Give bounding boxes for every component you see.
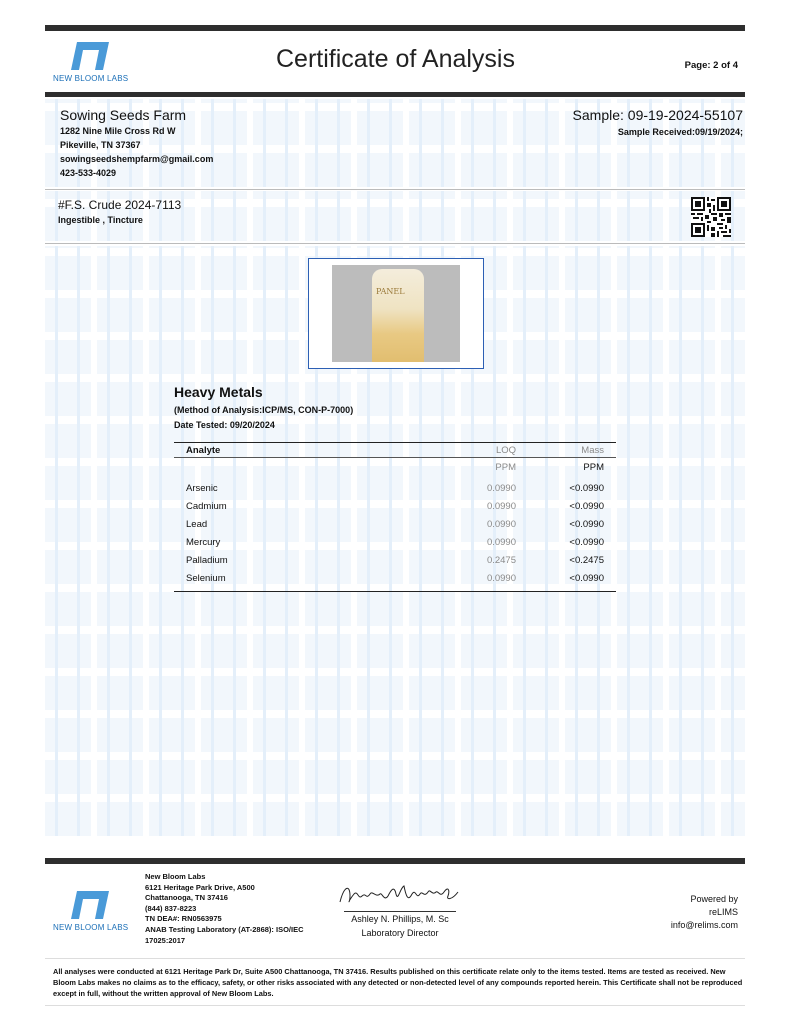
divider — [45, 189, 745, 190]
logo-text: NEW BLOOM LABS — [53, 74, 129, 83]
column-header-analyte: Analyte — [186, 445, 221, 456]
page-title: Certificate of Analysis — [276, 45, 515, 73]
lab-line: 17025:2017 — [145, 935, 186, 945]
lab-line: Chattanooga, TN 37416 — [145, 893, 228, 903]
signer-name: Ashley N. Phillips, M. Sc — [351, 914, 449, 924]
client-address-line2: Pikeville, TN 37367 — [60, 140, 141, 150]
divider — [45, 958, 745, 959]
new-bloom-logo-icon — [63, 889, 111, 921]
table-top-rule — [174, 442, 616, 443]
loq-value: 0.0990 — [486, 483, 516, 494]
loq-value: 0.0990 — [486, 573, 516, 584]
client-email: sowingseedshempfarm@gmail.com — [60, 154, 214, 164]
mass-value: <0.0990 — [569, 483, 604, 494]
analyte-name: Selenium — [186, 573, 226, 584]
analyte-name: Lead — [186, 519, 208, 530]
divider — [45, 243, 745, 244]
bottle-label: PANEL — [376, 287, 405, 296]
lab-line: (844) 837-8223 — [145, 903, 197, 913]
analyte-name: Cadmium — [186, 501, 227, 512]
unit-mass: PPM — [583, 462, 604, 473]
column-header-mass: Mass — [581, 445, 604, 456]
lab-line: 6121 Heritage Park Drive, A500 — [145, 882, 255, 892]
sample-photo-frame — [308, 258, 484, 369]
disclaimer: All analyses were conducted at 6121 Heritage Park Dr, Suite A500 Chattanooga, TN 37416. Results published on this certificate relate only to the items tested. Items are tested as received. New Bloom Labs makes no claims as to the efficacy, safety, or other risks associated with any detected or non-detected level of any compounds reported herein. This Certificate shall not be reproduced except in full, without the written approval of New Bloom Labs. — [53, 967, 743, 998]
loq-value: 0.0990 — [486, 537, 516, 548]
header-rule — [45, 92, 745, 97]
analyte-name: Palladium — [186, 555, 228, 566]
mass-value: <0.2475 — [569, 555, 604, 566]
method-of-analysis: (Method of Analysis:ICP/MS, CON-P-7000) — [174, 405, 354, 415]
powered-by-email[interactable]: info@relims.com — [670, 920, 738, 930]
table-header-rule — [174, 457, 616, 458]
page-number: Page: 2 of 4 — [684, 60, 738, 71]
logo-text: NEW BLOOM LABS — [53, 923, 129, 932]
client-name: Sowing Seeds Farm — [60, 107, 187, 123]
footer-rule — [45, 858, 745, 864]
loq-value: 0.0990 — [486, 519, 516, 530]
client-address-line1: 1282 Nine Mile Cross Rd W — [60, 126, 176, 136]
product-category: Ingestible , Tincture — [58, 215, 143, 225]
table-bottom-rule — [174, 591, 616, 592]
client-phone: 423-533-4029 — [60, 168, 117, 178]
qr-code-icon — [691, 197, 731, 237]
signer-title: Laboratory Director — [361, 928, 439, 938]
signature-image — [336, 880, 466, 910]
divider — [45, 1005, 745, 1006]
lab-line: New Bloom Labs — [145, 872, 206, 881]
powered-by-label: Powered by — [690, 894, 738, 904]
top-rule — [45, 25, 745, 31]
signature-line — [344, 911, 456, 912]
powered-by — [671, 893, 738, 932]
lab-address — [145, 872, 304, 946]
lab-line: TN DEA#: RN0563975 — [145, 914, 222, 924]
sample-id: Sample: 09-19-2024-55107 — [572, 107, 743, 123]
mass-value: <0.0990 — [569, 501, 604, 512]
bottle-image — [372, 269, 424, 362]
footer-logo — [53, 889, 133, 935]
lab-line: ANAB Testing Laboratory (AT-2868): ISO/IEC — [145, 924, 304, 934]
section-title: Heavy Metals — [174, 384, 263, 400]
product-name: #F.S. Crude 2024-7113 — [58, 198, 182, 212]
mass-value: <0.0990 — [569, 573, 604, 584]
date-tested: Date Tested: 09/20/2024 — [174, 420, 275, 430]
powered-by-name: reLIMS — [708, 907, 738, 917]
sample-photo — [332, 265, 460, 362]
loq-value: 0.2475 — [486, 555, 516, 566]
loq-value: 0.0990 — [486, 501, 516, 512]
analyte-name: Mercury — [186, 537, 221, 548]
mass-value: <0.0990 — [569, 537, 604, 548]
column-header-loq: LOQ — [495, 445, 516, 456]
mass-value: <0.0990 — [569, 519, 604, 530]
sample-received: Sample Received:09/19/2024; — [617, 127, 743, 137]
analyte-name: Arsenic — [186, 483, 218, 494]
unit-loq: PPM — [495, 462, 516, 473]
